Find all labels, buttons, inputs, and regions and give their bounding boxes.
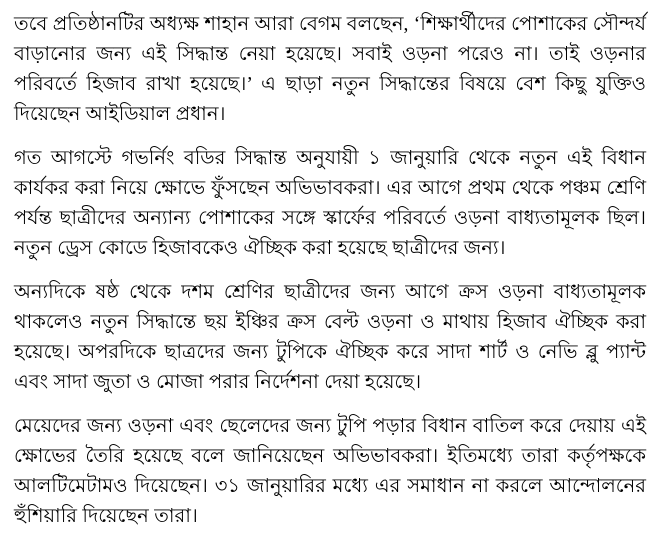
article-paragraph: অন্যদিকে ষষ্ঠ থেকে দশম শ্রেণির ছাত্রীদের জন্য আগে ক্রস ওড়না বাধ্যতামূলক থাকলেও নতুন সিদ্ধান্তে ছয় ইঞ্চির ক্রস বেল্ট ওড়না ও মাথায় হিজাব ঐচ্ছিক করা হয়েছে। অপরদিকে ছাত্রদের জন্য টুপিকে ঐচ্ছিক করে সাদা শার্ট ও নেভি ব্লু প্যান্ট এবং সাদা জুতা ও মোজা পরার নির্দেশনা দেয়া হয়েছে। — [14, 282, 646, 393]
article-paragraph: তবে প্রতিষ্ঠানটির অধ্যক্ষ শাহান আরা বেগম বলছেন, ‘শিক্ষার্থীদের পোশাকের সৌন্দর্য বাড়ানোর জন্য এই সিদ্ধান্ত নেয়া হয়েছে। সবাই ওড়না পরেও না। তাই ওড়নার পরিবর্তে হিজাব রাখা হয়েছে।’ এ ছাড়া নতুন সিদ্ধান্তের বিষয়ে বেশ কিছু যুক্তিও দিয়েছেন আইডিয়াল প্রধান। — [14, 14, 646, 125]
article-paragraph: গত আগস্টে গভর্নিং বডির সিদ্ধান্ত অনুযায়ী ১ জানুয়ারি থেকে নতুন এই বিধান কার্যকর করা নিয়ে ক্ষোভে ফুঁসছেন অভিভাবকরা। এর আগে প্রথম থেকে পঞ্চম শ্রেণি পর্যন্ত ছাত্রীদের অন্যান্য পোশাকের সঙ্গে স্কার্ফের পরিবর্তে ওড়না বাধ্যতামূলক ছিল। নতুন ড্রেস কোডে হিজাবকেও ঐচ্ছিক করা হয়েছে ছাত্রীদের জন্য। — [14, 148, 646, 259]
article-paragraph: মেয়েদের জন্য ওড়না এবং ছেলেদের জন্য টুপি পড়ার বিধান বাতিল করে দেয়ায় এই ক্ষোভের তৈরি হয়েছে বলে জানিয়েছেন অভিভাবকরা। ইতিমধ্যে তারা কর্তৃপক্ষকে আলটিমেটামও দিয়েছেন। ৩১ জানুয়ারির মধ্যে এর সমাধান না করলে আন্দোলনের হুঁশিয়ারি দিয়েছেন তারা। — [14, 416, 646, 527]
